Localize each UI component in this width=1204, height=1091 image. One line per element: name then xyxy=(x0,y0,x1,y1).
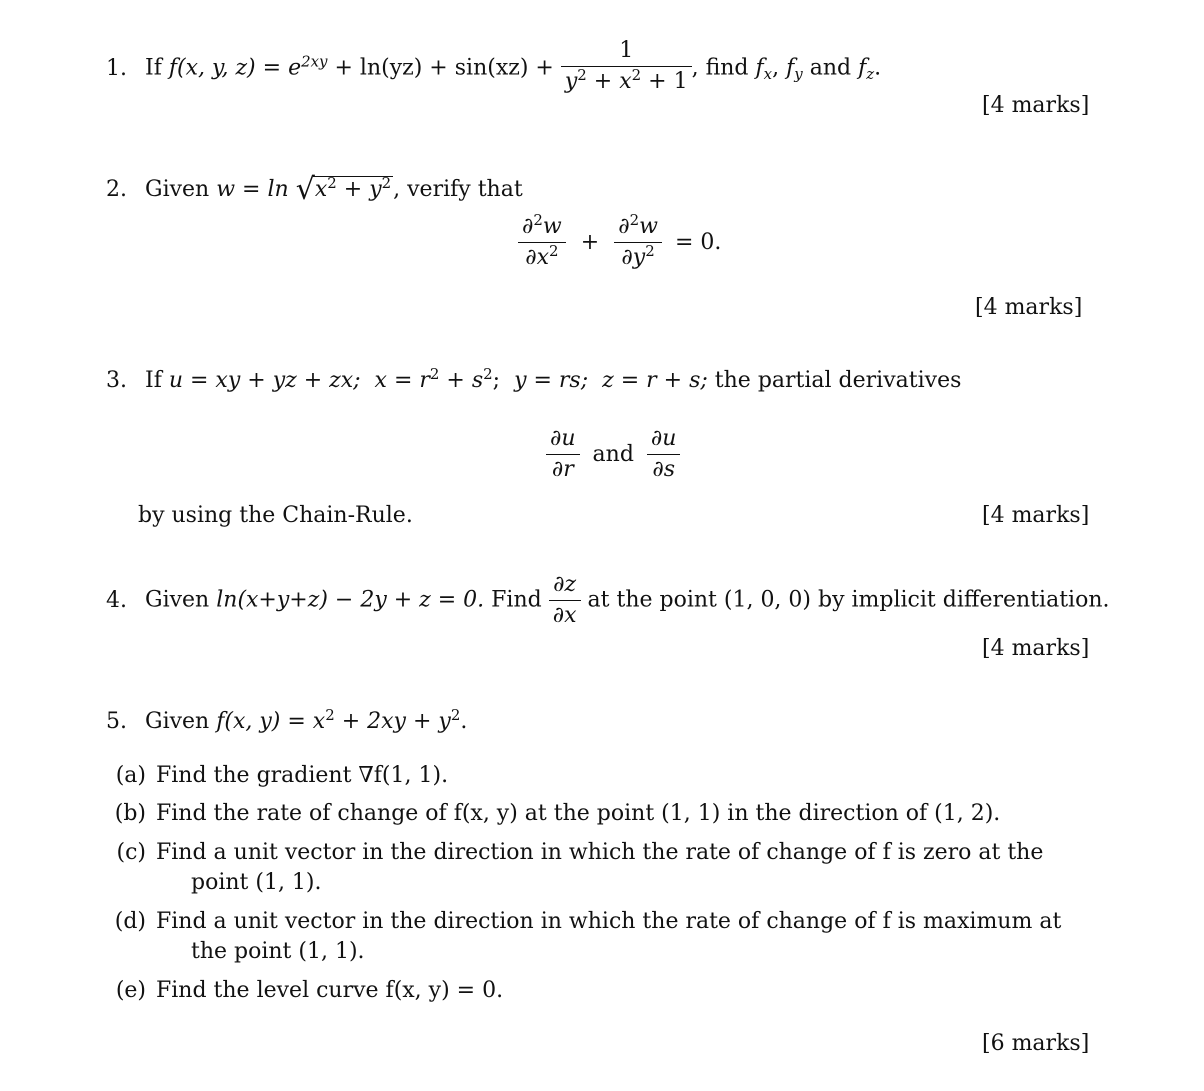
q5-part-text: Find the rate of change of f(x, y) at the point (1, 1) in the direction of (1, 2). xyxy=(156,801,1001,826)
q4-tail: at the point (1, 0, 0) by implicit differentiation. xyxy=(587,587,1110,613)
sqrt-icon: √ xyxy=(295,172,315,207)
q3-s-exp: 2 xyxy=(483,364,493,383)
q1-fz: f xyxy=(858,55,867,81)
q5-x-exp: 2 xyxy=(325,705,335,724)
q2-partial-1-exp: 2 xyxy=(533,210,543,229)
q3-and: and xyxy=(592,441,634,467)
q4-eq: ln(x+y+z) − 2y + z = 0. xyxy=(216,587,485,613)
q5-part-label: (d) xyxy=(114,909,146,934)
q1-den-y: y xyxy=(564,69,578,94)
q3-ds: ∂s xyxy=(647,454,681,481)
q5-intro: Given xyxy=(145,709,210,734)
q2-w-eq: w = ln xyxy=(216,177,289,202)
q1-intro: If xyxy=(145,55,162,81)
q5-part-label: (b) xyxy=(114,801,146,826)
q5-part-c xyxy=(102,842,1043,864)
q3-frac-r xyxy=(546,428,580,481)
q3-tail: the partial derivatives xyxy=(714,368,962,393)
q1-den-y-exp: 2 xyxy=(577,65,587,84)
q2-rad-y-exp: 2 xyxy=(381,173,392,192)
q3-frac-s xyxy=(647,428,681,481)
q5-part-text: Find the level curve f(x, y) = 0. xyxy=(156,978,504,1003)
q3-r-exp: 2 xyxy=(429,364,440,383)
q1-tail: , find xyxy=(691,55,749,81)
q2-partial-2-exp: 2 xyxy=(629,210,640,229)
q2-marks: [4 marks] xyxy=(975,295,1083,320)
q1-den-end: + 1 xyxy=(648,69,688,94)
q3-eq: u = xy + yz + zx; xyxy=(168,368,361,393)
q5-f-eq-end: . xyxy=(460,709,468,734)
q5-marks: [6 marks] xyxy=(982,1031,1090,1056)
q2-w-2: w xyxy=(639,214,658,239)
q5-part-a xyxy=(102,765,448,787)
q5-part-text: Find a unit vector in the direction in which the rate of change of f is zero at the xyxy=(156,840,1044,865)
q2-rad-mid: + y xyxy=(343,177,382,202)
q1-number: 1. xyxy=(106,55,127,81)
q1-period: . xyxy=(874,55,882,81)
q1-frac-numerator: 1 xyxy=(619,38,634,63)
q2-rad-x-exp: 2 xyxy=(327,173,337,192)
q5-part-d-cont: the point (1, 1). xyxy=(191,939,365,964)
q2-tail: , verify that xyxy=(393,177,523,202)
q4-intro: Given xyxy=(145,587,210,613)
q5-part-text: Find a unit vector in the direction in which the rate of change of f is maximum at xyxy=(156,909,1062,934)
q4-find: Find xyxy=(491,587,542,613)
q2-partial-1: ∂ xyxy=(522,214,534,239)
q5-part-label: (c) xyxy=(116,840,146,865)
q2-frac-x xyxy=(518,210,566,270)
q1-marks: [4 marks] xyxy=(982,93,1090,118)
q1-den-x-exp: 2 xyxy=(631,65,642,84)
q2-frac-y xyxy=(614,210,662,270)
q2-partial-2: ∂ xyxy=(618,214,630,239)
q1-exp-base: e xyxy=(288,55,302,81)
q5-part-b xyxy=(102,803,1000,825)
q3-x-eq-end: ; xyxy=(492,368,501,393)
q4-dz: ∂z xyxy=(553,572,577,597)
q3-display xyxy=(546,428,680,481)
q1-fz-sub: z xyxy=(866,64,875,83)
q2-dy: ∂y xyxy=(621,245,646,270)
q3-footer: by using the Chain-Rule. xyxy=(138,503,413,528)
q1-comma-1: , xyxy=(772,55,780,81)
q5-part-e xyxy=(102,980,503,1002)
q2-intro: Given xyxy=(145,177,210,202)
q5-part-label: (e) xyxy=(115,978,146,1003)
q1-statement xyxy=(106,38,882,95)
q2-display-equation xyxy=(518,210,722,270)
q5-number: 5. xyxy=(106,709,127,734)
q4-statement xyxy=(106,574,1110,627)
q5-part-d xyxy=(102,911,1061,933)
q3-x-eq-mid: + s xyxy=(446,368,484,393)
q5-f-eq-mid: + 2xy + y xyxy=(341,709,451,734)
q4-marks: [4 marks] xyxy=(982,636,1090,661)
q1-exp-power: 2xy xyxy=(301,52,328,71)
q2-plus: + xyxy=(580,229,600,255)
q5-y-exp: 2 xyxy=(450,705,461,724)
q3-z-eq: z = r + s; xyxy=(602,368,708,393)
q3-du-1: ∂u xyxy=(550,426,576,451)
q1-fx-sub: x xyxy=(763,64,773,83)
q4-dx: ∂x xyxy=(549,600,581,627)
q2-dx-exp: 2 xyxy=(549,241,559,260)
q3-number: 3. xyxy=(106,368,127,393)
q2-number: 2. xyxy=(106,177,127,202)
q1-and: and xyxy=(809,55,852,81)
q3-statement xyxy=(106,364,962,393)
q2-statement xyxy=(106,172,523,207)
q3-du-2: ∂u xyxy=(650,426,677,451)
q1-fx: f xyxy=(755,55,764,81)
q1-frac-denominator xyxy=(561,66,692,93)
q5-f-eq: f(x, y) = x xyxy=(216,709,326,734)
q2-dy-exp: 2 xyxy=(645,241,655,260)
q5-part-text: Find the gradient ∇f(1, 1). xyxy=(156,763,449,788)
q4-number: 4. xyxy=(106,587,127,613)
q2-radicand xyxy=(313,173,393,202)
q1-term2: + ln(yz) + sin(xz) + xyxy=(334,55,554,81)
q5-statement xyxy=(106,705,468,734)
q1-fy-sub: y xyxy=(794,64,803,83)
q4-frac xyxy=(549,574,581,627)
q3-dr: ∂r xyxy=(546,454,580,481)
q1-fy: f xyxy=(786,55,795,81)
q3-marks: [4 marks] xyxy=(982,503,1090,528)
q5-part-c-cont: point (1, 1). xyxy=(191,870,322,895)
q3-intro: If xyxy=(145,368,162,393)
q2-dx: ∂x xyxy=(525,245,550,270)
q1-fraction xyxy=(561,40,692,93)
q3-x-eq: x = r xyxy=(374,368,430,393)
q3-y-eq: y = rs; xyxy=(514,368,589,393)
q2-w-1: w xyxy=(542,214,562,239)
q2-equals: = 0. xyxy=(674,229,722,255)
q5-part-label: (a) xyxy=(115,763,146,788)
q2-rad-x: x xyxy=(314,177,328,202)
q1-den-mid: + x xyxy=(593,69,632,94)
q1-function-lhs: f(x, y, z) = xyxy=(168,55,282,81)
